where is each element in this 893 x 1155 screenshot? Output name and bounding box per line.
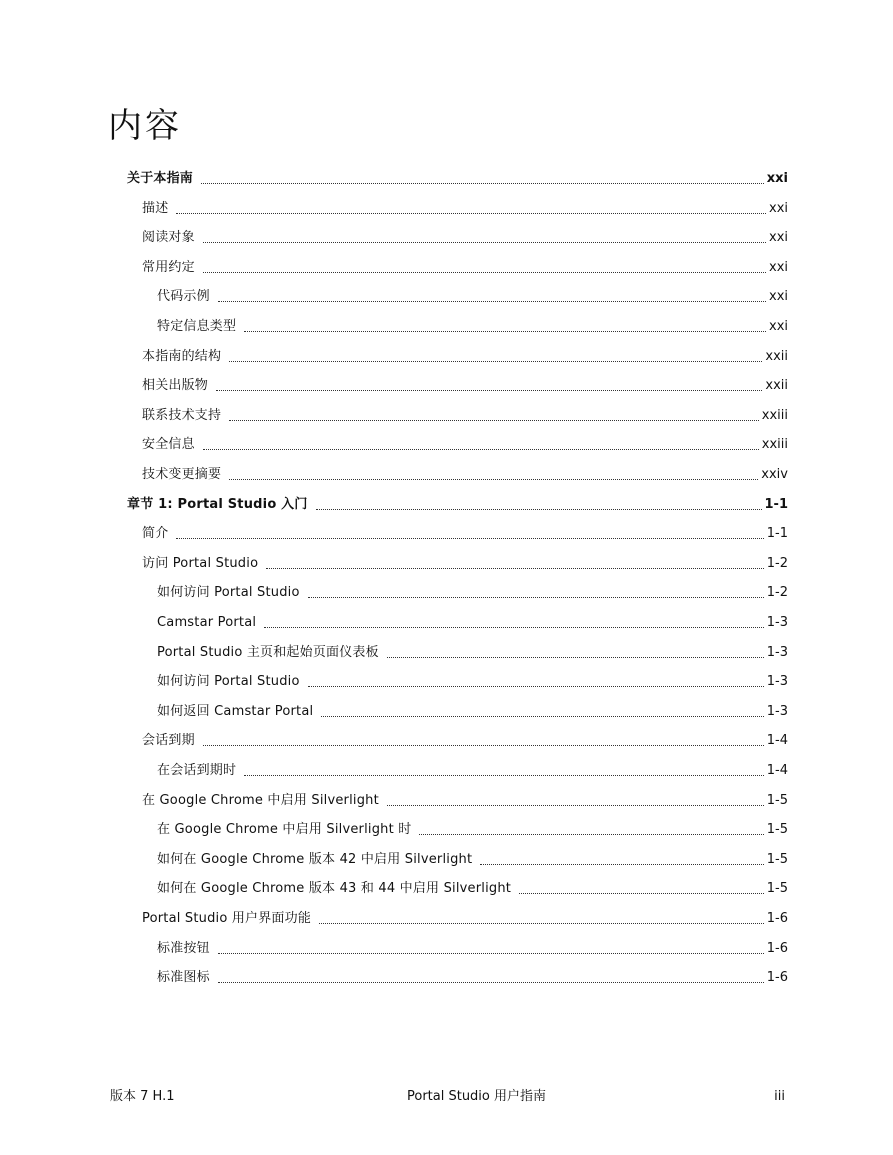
toc-entry[interactable]	[142, 431, 788, 453]
toc-entry[interactable]	[142, 550, 788, 572]
toc-entry[interactable]	[157, 698, 788, 720]
toc-leader-dots	[203, 448, 759, 450]
toc-entry[interactable]	[142, 905, 788, 927]
toc-entry[interactable]	[142, 520, 788, 542]
toc-entry-page: 1-3	[766, 703, 788, 719]
toc-entry[interactable]	[157, 875, 788, 897]
toc-leader-dots	[176, 537, 763, 539]
toc-entry-page: 1-3	[766, 615, 788, 630]
toc-entry-title: 关于本指南	[127, 171, 194, 186]
toc-entry-title: Portal Studio 用户界面功能	[142, 911, 312, 926]
toc-entry-page: 1-5	[766, 881, 788, 897]
toc-entry-title: 标准按钮	[157, 940, 210, 956]
toc-leader-dots	[216, 389, 762, 391]
toc-entry[interactable]	[127, 491, 788, 513]
toc-entry[interactable]	[142, 372, 788, 394]
toc-entry[interactable]	[142, 402, 788, 424]
toc-entry-title: 特定信息类型	[157, 319, 237, 334]
toc-entry-title: 如何在 Google Chrome 版本 43 和 44 中启用 Silverlight	[157, 881, 512, 897]
toc-leader-dots	[264, 626, 764, 628]
toc-entry[interactable]	[157, 313, 788, 335]
toc-entry[interactable]	[157, 639, 788, 661]
toc-entry[interactable]	[157, 579, 788, 601]
toc-entry-title: 阅读对象	[142, 230, 195, 246]
toc-entry-title: 描述	[142, 200, 169, 216]
toc-entry-page: xxii	[765, 378, 788, 394]
toc-leader-dots	[203, 241, 766, 243]
toc-entry-page: xxi	[769, 259, 788, 275]
toc-entry[interactable]	[127, 165, 788, 187]
toc-leader-dots	[229, 478, 758, 480]
toc-entry-title: Camstar Portal	[157, 615, 257, 630]
toc-leader-dots	[244, 330, 766, 332]
toc-entry-title: 会话到期	[142, 733, 195, 749]
page-title: 内容	[108, 106, 182, 146]
toc-entry[interactable]	[142, 343, 788, 365]
toc-entry-page: 1-3	[766, 674, 788, 690]
toc-leader-dots	[316, 508, 762, 510]
toc-entry-page: 1-4	[766, 763, 788, 778]
toc-entry-title: 相关出版物	[142, 378, 209, 394]
toc-leader-dots	[203, 744, 764, 746]
toc-entry-page: xxi	[766, 171, 788, 186]
toc-leader-dots	[319, 922, 764, 924]
toc-entry[interactable]	[157, 283, 788, 305]
toc-leader-dots	[387, 804, 764, 806]
toc-entry[interactable]	[142, 224, 788, 246]
toc-entry[interactable]	[157, 609, 788, 631]
toc-entry-title: 在 Google Chrome 中启用 Silverlight	[142, 792, 379, 808]
toc-leader-dots	[218, 981, 764, 983]
toc-entry-title: 联系技术支持	[142, 407, 222, 423]
toc-entry-title: 技术变更摘要	[142, 467, 222, 482]
toc-entry-title: 标准图标	[157, 970, 210, 986]
toc-leader-dots	[266, 567, 764, 569]
toc-entry-page: 1-4	[766, 733, 788, 749]
toc-leader-dots	[229, 360, 762, 362]
toc-entry-page: 1-2	[766, 555, 788, 571]
toc-entry-page: 1-5	[766, 792, 788, 808]
toc-leader-dots	[308, 685, 764, 687]
toc-entry-title: 本指南的结构	[142, 348, 222, 364]
toc-entry-page: 1-5	[766, 851, 788, 867]
toc-entry-title: 简介	[142, 526, 169, 542]
toc-entry[interactable]	[142, 461, 788, 483]
toc-entry-title: 在会话到期时	[157, 763, 237, 778]
toc-entry-page: 1-1	[766, 526, 788, 542]
footer-version: 版本 7 H.1	[110, 1089, 175, 1104]
toc-entry[interactable]	[142, 195, 788, 217]
footer-doc-title: Portal Studio 用户指南	[406, 1089, 547, 1104]
toc-entry-page: 1-5	[766, 822, 788, 838]
toc-entry-page: xxi	[769, 289, 788, 305]
toc-entry-page: 1-6	[766, 911, 788, 926]
toc-entry[interactable]	[157, 757, 788, 779]
toc-entry-title: 如何访问 Portal Studio	[157, 674, 300, 690]
toc-leader-dots	[244, 774, 764, 776]
toc-entry-title: 章节 1: Portal Studio 入门	[127, 496, 308, 512]
toc-leader-dots	[218, 952, 764, 954]
toc-entry-title: 在 Google Chrome 中启用 Silverlight 时	[157, 822, 412, 838]
toc-entry[interactable]	[142, 787, 788, 809]
toc-entry[interactable]	[157, 816, 788, 838]
toc-entry-page: xxi	[769, 200, 788, 216]
toc-entry-title: 如何访问 Portal Studio	[157, 585, 300, 601]
toc-entry-page: 1-1	[764, 496, 788, 512]
toc-entry-page: xxiii	[761, 437, 788, 453]
toc-entry[interactable]	[157, 964, 788, 986]
toc-leader-dots	[480, 863, 763, 865]
toc-entry[interactable]	[157, 935, 788, 957]
toc-leader-dots	[419, 833, 763, 835]
toc-entry-title: 如何返回 Camstar Portal	[157, 703, 314, 719]
toc-entry-page: xxi	[769, 230, 788, 246]
toc-leader-dots	[201, 182, 764, 184]
toc-entry-page: 1-2	[766, 585, 788, 601]
toc-entry-title: 访问 Portal Studio	[142, 555, 259, 571]
footer-page-number: iii	[774, 1089, 785, 1104]
toc-entry-title: 常用约定	[142, 259, 195, 275]
toc-entry-title: 代码示例	[157, 289, 210, 305]
toc-leader-dots	[387, 656, 764, 658]
toc-entry[interactable]	[142, 727, 788, 749]
toc-entry-title: 如何在 Google Chrome 版本 42 中启用 Silverlight	[157, 851, 473, 867]
toc-entry-page: 1-3	[766, 644, 788, 660]
toc-leader-dots	[218, 300, 766, 302]
toc-entry[interactable]	[142, 254, 788, 276]
toc-entry-page: xxiii	[761, 407, 788, 423]
toc-leader-dots	[308, 596, 764, 598]
toc-leader-dots	[229, 419, 759, 421]
toc-leader-dots	[203, 271, 766, 273]
toc-entry-title: Portal Studio 主页和起始页面仪表板	[157, 644, 379, 660]
toc-entry-page: xxii	[765, 348, 788, 364]
toc-entry[interactable]	[157, 846, 788, 868]
toc-entry-page: xxi	[769, 319, 788, 334]
toc-entry-page: 1-6	[766, 940, 788, 956]
toc-leader-dots	[176, 212, 766, 214]
toc-leader-dots	[321, 715, 763, 717]
toc-entry[interactable]	[157, 668, 788, 690]
toc-entry-title: 安全信息	[142, 437, 195, 453]
toc-leader-dots	[519, 892, 764, 894]
toc-entry-page: xxiv	[761, 467, 788, 482]
toc-entry-page: 1-6	[766, 970, 788, 986]
